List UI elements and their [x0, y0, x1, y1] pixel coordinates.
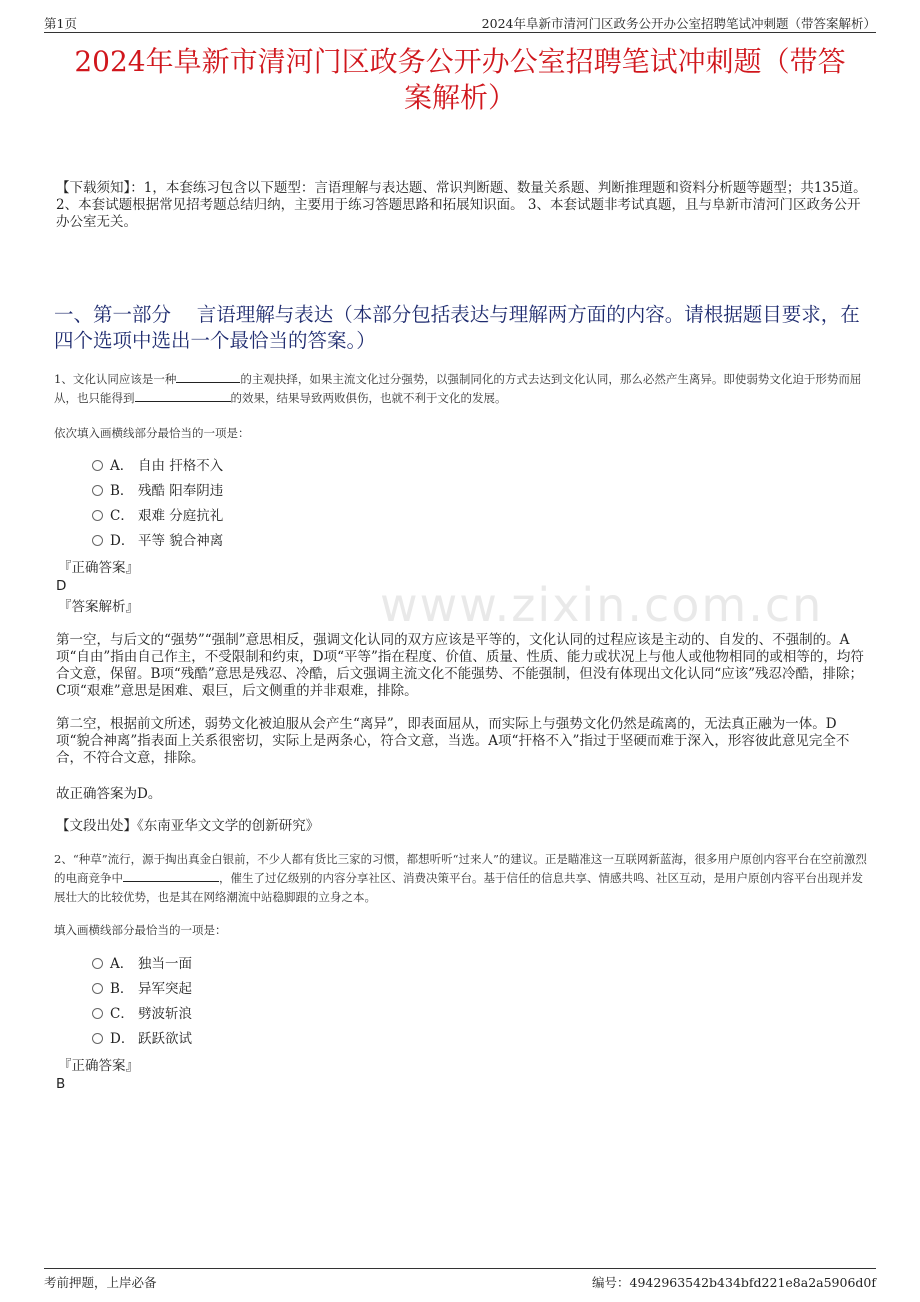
- q2-option-a[interactable]: A． 独当一面: [92, 952, 192, 977]
- footer-slogan: 考前押题，上岸必备: [44, 1275, 157, 1290]
- q1-option-a[interactable]: A． 自由 扞格不入: [92, 454, 223, 479]
- title-line-1: 2024年阜新市清河门区政务公开办公室招聘笔试冲刺题（带答: [74, 45, 846, 78]
- q1-options: [92, 454, 223, 554]
- radio-icon[interactable]: [92, 485, 103, 496]
- page-footer: [44, 1268, 876, 1291]
- q1-blank-1: [176, 370, 240, 383]
- document-title: [30, 44, 890, 116]
- radio-icon[interactable]: [92, 1033, 103, 1044]
- q1-blank-2: [135, 389, 231, 402]
- q1-answer-label: 『正确答案』: [58, 560, 139, 576]
- q1-source: 【文段出处】《东南亚华文文学的创新研究》: [56, 818, 320, 834]
- radio-icon[interactable]: [92, 460, 103, 471]
- q2-option-b[interactable]: B． 异军突起: [92, 977, 192, 1002]
- footer-doc-id: 编号：4942963542b434bfd221e8a2a5906d0f: [592, 1275, 876, 1290]
- q1-analysis-1: 第一空，与后文的“强势”“强制”意思相反，强调文化认同的双方应该是平等的，文化认同的过程应该是主动的、自发的、不强制的。A项“自由”指由自己作主，不受限制和约束，D项“平等”指在程度、价值、质量、性质、能力或状况上与他人或他物相同的或相等的，均符合文意，保留。B项“残酷”意思是残忍、冷酷，后文强调主流文化不能强势、不能强制，但没有体现出文化认同“应该”残忍冷酷，排除；C项“艰难”意思是困难、艰巨，后文侧重的并非艰难，排除。: [56, 632, 864, 699]
- radio-icon[interactable]: [92, 983, 103, 994]
- section-title: 一、第一部分 言语理解与表达（本部分包括表达与理解两方面的内容。请根据题目要求，在四个选项中选出一个最恰当的答案。）: [54, 303, 860, 352]
- q2-prompt: 填入画横线部分最恰当的一项是：: [54, 923, 227, 937]
- header-doc-title: 2024年阜新市清河门区政务公开办公室招聘笔试冲刺题（带答案解析）: [481, 16, 876, 31]
- q1-prompt: 依次填入画横线部分最恰当的一项是：: [54, 426, 250, 440]
- download-notice: 【下载须知】：1，本套练习包含以下题型：言语理解与表达题、常识判断题、数量关系题、判断推理题和资料分析题等题型；共135道。 2、本套试题根据常见招考题总结归纳，主要用于练习答题思路和拓展知识面。 3、本套试题非考试真题，且与阜新市清河门区政务公开办公室无关。: [56, 180, 867, 230]
- radio-icon[interactable]: [92, 1008, 103, 1019]
- q1-analysis-label: 『答案解析』: [58, 599, 139, 615]
- radio-icon[interactable]: [92, 510, 103, 521]
- title-line-2: 案解析）: [403, 81, 516, 114]
- page-number: 第1页: [44, 16, 77, 31]
- q1-option-d[interactable]: D． 平等 貌合神离: [92, 529, 223, 554]
- q2-option-c[interactable]: C． 劈波斩浪: [92, 1002, 192, 1027]
- q1-analysis-2: 第二空，根据前文所述，弱势文化被迫服从会产生“离异”，即表面屈从，而实际上与强势文化仍然是疏离的，无法真正融为一体。D项“貌合神离”指表面上关系很密切，实际上是两条心，符合文意，当选。A项“扞格不入”指过于坚硬而难于深入，形容彼此意见完全不合，不符合文意，排除。: [56, 716, 850, 766]
- q2-options: [92, 952, 192, 1052]
- q1-option-b[interactable]: B． 残酷 阳奉阴违: [92, 479, 223, 504]
- q1-conclusion: 故正确答案为D。: [56, 786, 162, 802]
- radio-icon[interactable]: [92, 958, 103, 969]
- q2-answer-label: 『正确答案』: [58, 1058, 139, 1074]
- q2-answer: B: [56, 1076, 66, 1092]
- q2-option-d[interactable]: D． 跃跃欲试: [92, 1027, 192, 1052]
- q1-answer: D: [56, 578, 67, 594]
- watermark: www.zixin.com.cn: [380, 578, 824, 632]
- q1-option-c[interactable]: C． 艰难 分庭抗礼: [92, 504, 223, 529]
- radio-icon[interactable]: [92, 535, 103, 546]
- page-header: [44, 12, 876, 33]
- q1-stem: 1、文化认同应该是一种 的主观抉择，如果主流文化过分强势，以强制同化的方式去达到文化认同，那么必然产生离异。即使弱势文化迫于形势而屈从，也只能得到 的效果，结果导致两败俱伤，也就不利于文化的发展。: [54, 372, 862, 405]
- q2-blank: [123, 869, 219, 882]
- q2-stem: 2、“种草”流行，源于掏出真金白银前，不少人都有货比三家的习惯，都想听听“过来人”的建议。正是瞄准这一互联网新蓝海，很多用户原创内容平台在空前激烈的电商竞争中 ，催生了过亿级别的内容分享社区、消费决策平台。基于信任的信息共享、情感共鸣、社区互动，是用户原创内容平台出现并发展壮大的比较优势，也是其在网络潮流中站稳脚跟的立身之本。: [54, 852, 867, 904]
